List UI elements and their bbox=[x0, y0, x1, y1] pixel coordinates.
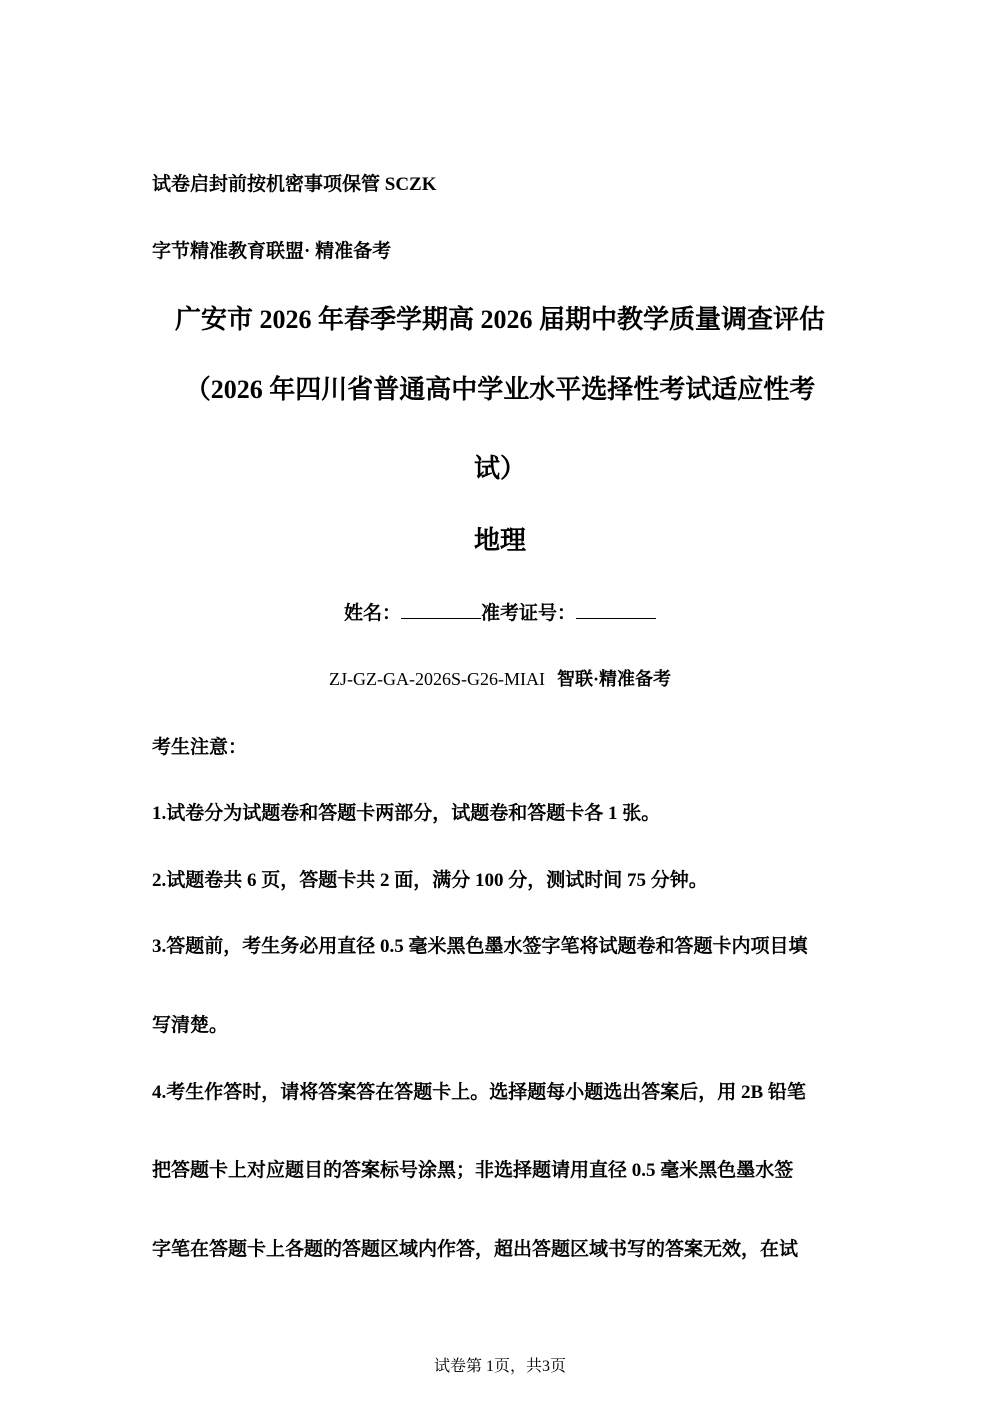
notice-item-3-line-1: 3.答题前，考生务必用直径 0.5 毫米黑色墨水签字笔将试题卷和答题卡内项目填 bbox=[152, 936, 808, 957]
code-tag: 智联·精准备考 bbox=[556, 669, 671, 689]
name-blank bbox=[401, 600, 481, 619]
notice-item-4-line-2: 把答题卡上对应题目的答案标号涂黑；非选择题请用直径 0.5 毫米黑色墨水签 bbox=[152, 1160, 794, 1181]
name-label: 姓名： bbox=[343, 603, 401, 624]
identity-line bbox=[0, 600, 1000, 627]
page-footer: 试卷第 1页，共3页 bbox=[433, 1358, 566, 1375]
confidential-notice: 试卷启封前按机密事项保管 SCZK bbox=[152, 174, 437, 195]
notice-item-4-line-3: 字笔在答题卡上各题的答题区域内作答，超出答题区域书写的答案无效，在试 bbox=[152, 1239, 799, 1260]
alliance-line: 字节精准教育联盟· 精准备考 bbox=[152, 241, 392, 262]
notice-item-4-line-1: 4.考生作答时，请将答案答在答题卡上。选择题每小题选出答案后，用 2B 铅笔 bbox=[152, 1082, 806, 1103]
exam-title-line-1: 广安市 2026 年春季学期高 2026 届期中教学质量调查评估 bbox=[174, 305, 825, 334]
notice-heading: 考生注意： bbox=[152, 737, 248, 758]
exam-id-label: 准考证号： bbox=[481, 603, 577, 624]
serial-code: ZJ-GZ-GA-2026S-G26-MIAI bbox=[329, 669, 545, 689]
notice-item-3-line-2: 写清楚。 bbox=[152, 1015, 229, 1036]
notice-item-1: 1.试卷分为试题卷和答题卡两部分，试题卷和答题卡各 1 张。 bbox=[152, 803, 661, 824]
exam-id-blank bbox=[576, 600, 656, 619]
exam-title-line-2: （2026 年四川省普通高中学业水平选择性考试适应性考 bbox=[184, 375, 816, 404]
exam-title-line-3: 试） bbox=[473, 454, 526, 483]
notice-item-2: 2.试题卷共 6 页，答题卡共 2 面，满分 100 分，测试时间 75 分钟。 bbox=[152, 870, 708, 891]
code-line bbox=[0, 666, 1000, 692]
subject-title: 地理 bbox=[473, 526, 526, 555]
